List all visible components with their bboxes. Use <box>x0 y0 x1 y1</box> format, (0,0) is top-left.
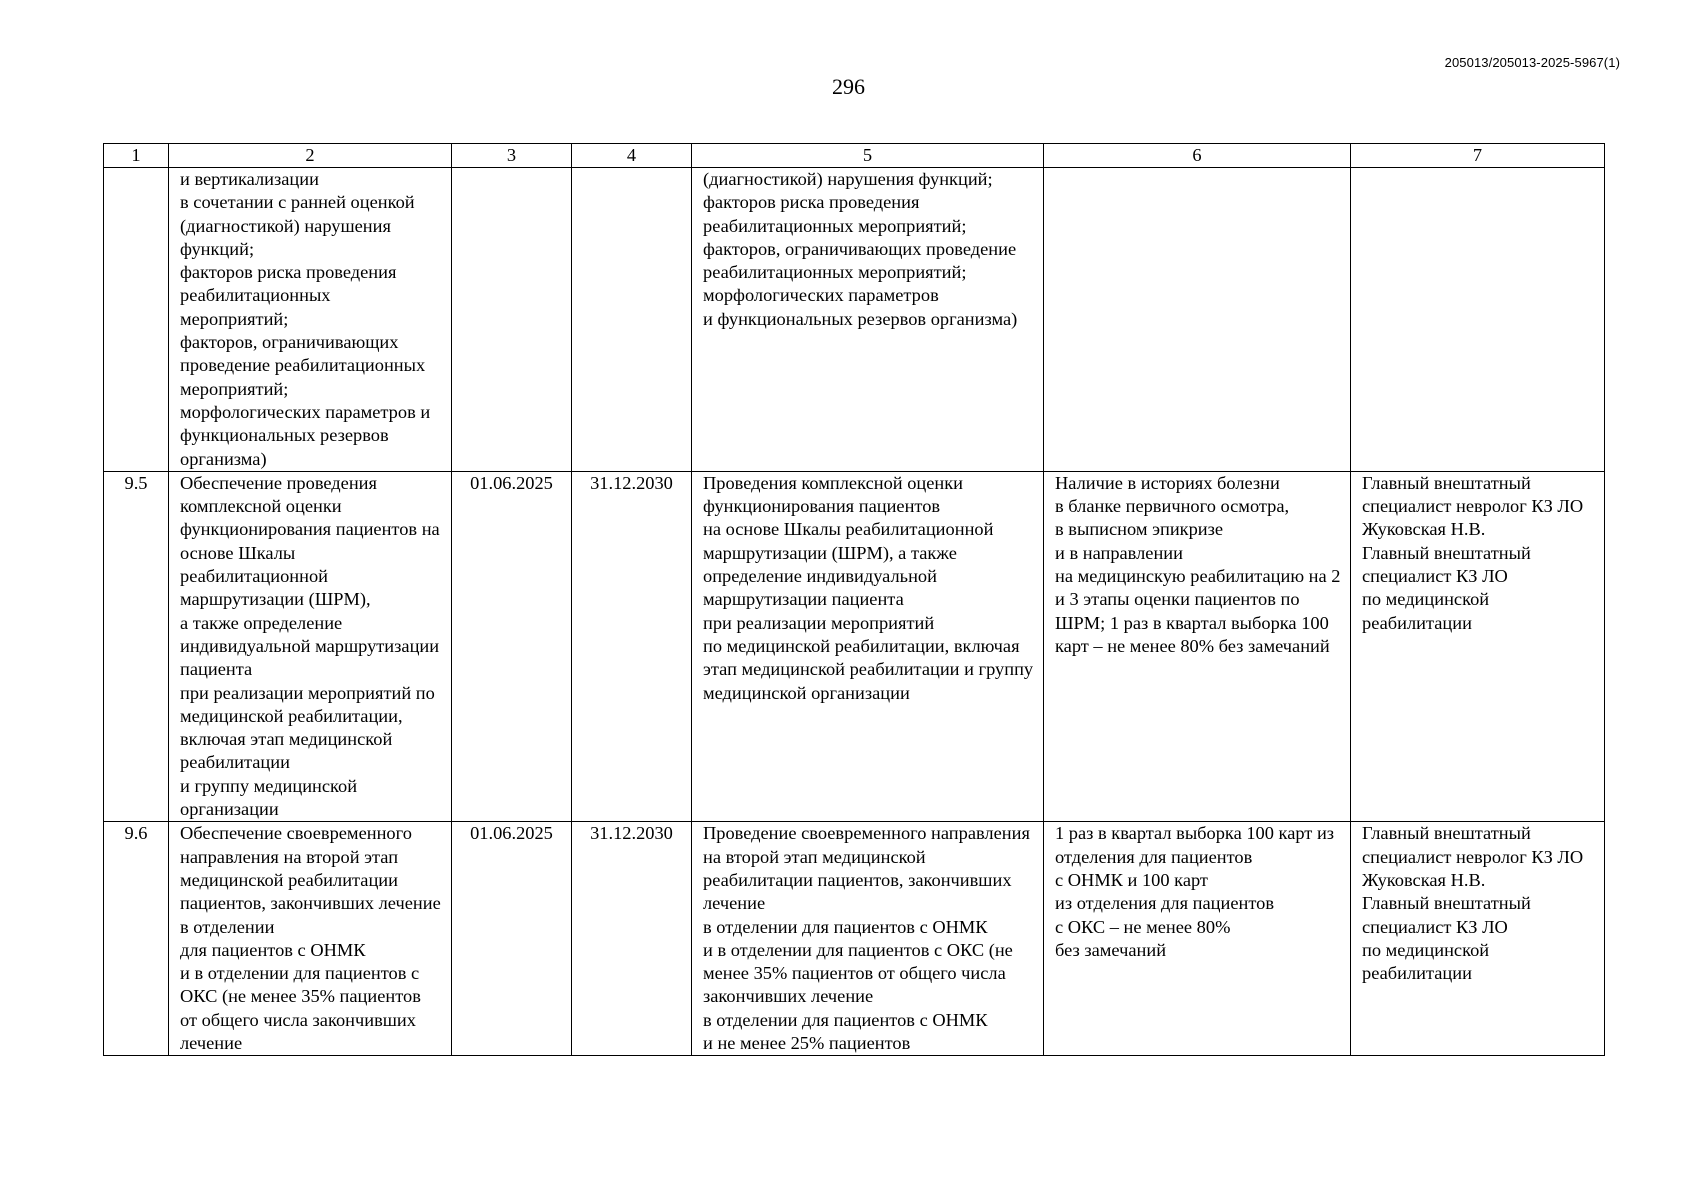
column-header: 7 <box>1351 144 1605 168</box>
row-number <box>104 168 169 472</box>
end-date: 31.12.2030 <box>572 822 692 1056</box>
column-header: 5 <box>692 144 1044 168</box>
column-header: 4 <box>572 144 692 168</box>
column-header: 1 <box>104 144 169 168</box>
start-date <box>452 168 572 472</box>
expected-result: Проведение своевременного направления на второй этап медицинской реабилитации пациентов, закончивших лечение в отделении для пациентов с ОНМК и в отделении для пациентов с ОКС (не менее 35% пациентов от общего числа закончивших лечение в отделении для пациентов с ОНМК и не менее 25% пациентов <box>692 822 1044 1056</box>
row-number: 9.6 <box>104 822 169 1056</box>
start-date: 01.06.2025 <box>452 471 572 821</box>
responsible-person <box>1351 168 1605 472</box>
measure-description: Обеспечение своевременного направления на второй этап медицинской реабилитации пациентов, закончивших лечение в отделении для пациентов с ОНМК и в отделении для пациентов с ОКС (не менее 35% пациентов от общего числа закончивших лечение <box>169 822 452 1056</box>
page-number: 296 <box>832 74 865 99</box>
expected-result: (диагностикой) нарушения функций; факторов риска проведения реабилитационных мероприятий; факторов, ограничивающих проведение реабилитационных мероприятий; морфологических параметров и функциональных резервов организма) <box>692 168 1044 472</box>
row-number: 9.5 <box>104 471 169 821</box>
column-header: 3 <box>452 144 572 168</box>
responsible-person: Главный внештатный специалист невролог КЗ ЛО Жуковская Н.В. Главный внештатный специалист КЗ ЛО по медицинской реабилитации <box>1351 822 1605 1056</box>
end-date: 31.12.2030 <box>572 471 692 821</box>
control-indicator: 1 раз в квартал выборка 100 карт из отделения для пациентов с ОНМК и 100 карт из отделения для пациентов с ОКС – не менее 80% без замечаний <box>1044 822 1351 1056</box>
measures-table <box>103 143 1605 1056</box>
document-id: 205013/205013-2025-5967(1) <box>1444 55 1620 70</box>
measure-description: Обеспечение проведения комплексной оценки функционирования пациентов на основе Шкалы реабилитационной маршрутизации (ШРМ), а также определение индивидуальной маршрутизации пациента при реализации мероприятий по медицинской реабилитации, включая этап медицинской реабилитации и группу медицинской организации <box>169 471 452 821</box>
control-indicator: Наличие в историях болезни в бланке первичного осмотра, в выписном эпикризе и в направлении на медицинскую реабилитацию на 2 и 3 этапы оценки пациентов по ШРМ; 1 раз в квартал выборка 100 карт – не менее 80% без замечаний <box>1044 471 1351 821</box>
column-header: 2 <box>169 144 452 168</box>
end-date <box>572 168 692 472</box>
start-date: 01.06.2025 <box>452 822 572 1056</box>
responsible-person: Главный внештатный специалист невролог КЗ ЛО Жуковская Н.В. Главный внештатный специалист КЗ ЛО по медицинской реабилитации <box>1351 471 1605 821</box>
column-header: 6 <box>1044 144 1351 168</box>
table-row <box>104 822 1605 1056</box>
expected-result: Проведения комплексной оценки функционирования пациентов на основе Шкалы реабилитационной маршрутизации (ШРМ), а также определение индивидуальной маршрутизации пациента при реализации мероприятий по медицинской реабилитации, включая этап медицинской реабилитации и группу медицинской организации <box>692 471 1044 821</box>
measure-description: и вертикализации в сочетании с ранней оценкой (диагностикой) нарушения функций; факторов риска проведения реабилитационных мероприятий; факторов, ограничивающих проведение реабилитационных мероприятий; морфологических параметров и функциональных резервов организма) <box>169 168 452 472</box>
column-number-row <box>104 144 1605 168</box>
table-row <box>104 168 1605 472</box>
table-row <box>104 471 1605 821</box>
control-indicator <box>1044 168 1351 472</box>
